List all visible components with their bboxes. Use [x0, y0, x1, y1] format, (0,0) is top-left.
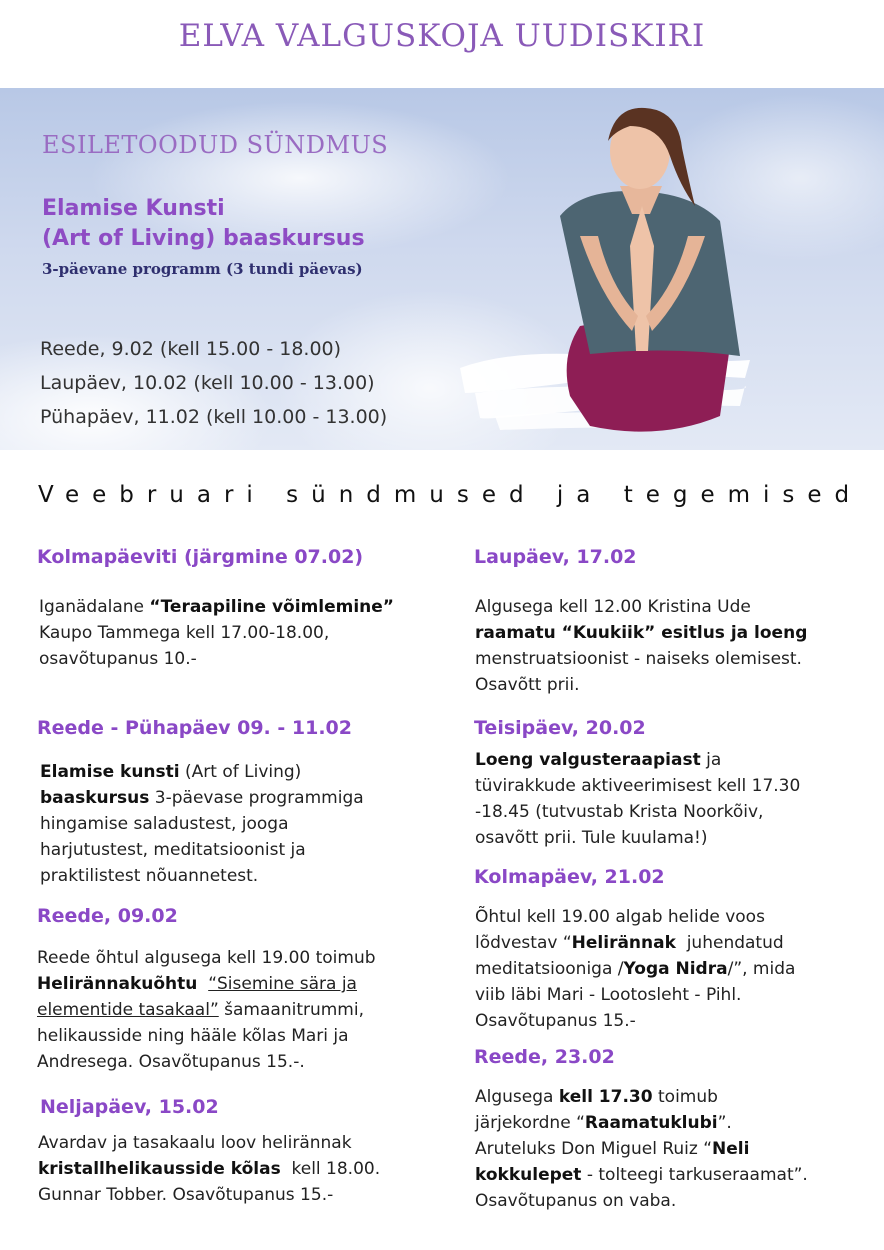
text: osavõtt prii. Tule kuulama!): [475, 828, 708, 848]
text: 3-päevase programmiga: [149, 788, 364, 808]
event-body: [39, 594, 459, 672]
event-name: Loeng valgusteraapiast: [475, 750, 701, 770]
text: Gunnar Tobber. Osavõtupanus 15.-: [38, 1185, 334, 1205]
book-title: kokkulepet: [475, 1165, 582, 1185]
event-weekly-gymnastics: [37, 546, 457, 669]
text: tüvirakkude aktiveerimisest kell 17.30: [475, 776, 801, 796]
featured-label: ESILETOODUD SÜNDMUS: [42, 131, 389, 159]
text: Aruteluks Don Miguel Ruiz “: [475, 1139, 713, 1159]
event-body: [475, 904, 875, 1034]
event-name: Helirännakuõhtu: [37, 974, 198, 994]
event-name: baaskursus: [40, 788, 150, 808]
date-item: Pühapäev, 11.02 (kell 10.00 - 13.00): [40, 406, 388, 428]
event-art-of-living: [37, 717, 457, 886]
event-name: Helirännak: [571, 933, 676, 953]
featured-course-title: [42, 194, 365, 254]
event-time: kell 17.30: [558, 1087, 653, 1107]
section-heading: Veebruari sündmused ja tegemised: [38, 482, 863, 508]
text: juhendatud: [675, 933, 784, 953]
newsletter-title: ELVA VALGUSKOJA UUDISKIRI: [178, 18, 706, 54]
text: ja: [700, 750, 722, 770]
event-heading: Reede, 23.02: [474, 1046, 615, 1068]
text: ”.: [717, 1113, 732, 1133]
text: toimub: [652, 1087, 718, 1107]
meditating-woman-photo: [520, 96, 770, 441]
event-name: raamatu “Kuukiik” esitlus ja loeng: [475, 623, 808, 643]
event-heading: Reede - Pühapäev 09. - 11.02: [37, 717, 352, 739]
event-name: kristallhelikausside kõlas: [38, 1159, 281, 1179]
featured-course-subtitle: 3-päevane programm (3 tundi päevas): [42, 260, 363, 278]
date-item: Laupäev, 10.02 (kell 10.00 - 13.00): [40, 372, 375, 394]
text: helikausside ning hääle kõlas Mari ja: [37, 1026, 349, 1046]
event-book-club: [474, 1046, 874, 1211]
event-heading: Teisipäev, 20.02: [474, 717, 646, 739]
text: Osavõtupanus on vaba.: [475, 1191, 677, 1211]
text: -18.45 (tutvustab Krista Noorkõiv,: [475, 802, 764, 822]
text: Kaupo Tammega kell 17.00-18.00,: [39, 623, 330, 643]
event-sound-journey-evening: [37, 905, 457, 1072]
text: Iganädalane: [39, 597, 150, 617]
event-name: Yoga Nidra: [623, 959, 728, 979]
text: järjekordne “: [475, 1113, 585, 1133]
text: viib läbi Mari - Lootosleht - Pihl.: [475, 985, 742, 1005]
course-title-line-1: Elamise Kunsti: [42, 196, 225, 221]
text: Andresega. Osavõtupanus 15.-.: [37, 1052, 305, 1072]
text: harjutustest, meditatsioonist ja: [40, 840, 306, 860]
event-body: [475, 747, 875, 851]
text: kell 18.00.: [280, 1159, 381, 1179]
text: praktilistest nõuannetest.: [40, 866, 259, 886]
event-body: [40, 759, 460, 889]
text: Osavõtt prii.: [475, 675, 580, 695]
text: meditatsiooniga /: [475, 959, 624, 979]
event-subtitle-link: “Sisemine sära ja: [208, 974, 357, 994]
event-heading: Neljapäev, 15.02: [40, 1096, 219, 1118]
text: Algusega kell 12.00 Kristina Ude: [475, 597, 751, 617]
featured-event-banner: [0, 88, 884, 450]
text: Osavõtupanus 15.-: [475, 1011, 636, 1031]
text: Algusega: [475, 1087, 559, 1107]
text: [197, 974, 208, 994]
text: osavõtupanus 10.-: [39, 649, 197, 669]
text: lõdvestav “: [475, 933, 572, 953]
event-light-therapy-lecture: [474, 717, 874, 848]
event-body: [475, 594, 875, 698]
event-body: [38, 1130, 458, 1208]
event-subtitle-link: elementide tasakaal”: [37, 1000, 219, 1020]
book-title: Neli: [712, 1139, 750, 1159]
featured-dates: [40, 332, 387, 434]
text: hingamise saladustest, jooga: [40, 814, 289, 834]
event-name: Raamatuklubi: [584, 1113, 718, 1133]
text: - tolteegi tarkuseraamat”.: [581, 1165, 808, 1185]
course-title-line-2: (Art of Living) baaskursus: [42, 226, 365, 251]
text: Avardav ja tasakaalu loov helirännak: [38, 1133, 352, 1153]
event-yoga-nidra: [474, 866, 874, 1031]
event-body: [475, 1084, 875, 1214]
text: Õhtul kell 19.00 algab helide voos: [475, 907, 765, 927]
date-item: Reede, 9.02 (kell 15.00 - 18.00): [40, 338, 342, 360]
event-name: “Teraapiline võimlemine”: [149, 597, 394, 617]
text: (Art of Living): [179, 762, 302, 782]
text: šamaanitrummi,: [218, 1000, 364, 1020]
event-heading: Kolmapäeviti (järgmine 07.02): [37, 546, 364, 568]
text: Reede õhtul algusega kell 19.00 toimub: [37, 948, 376, 968]
event-heading: Reede, 09.02: [37, 905, 178, 927]
event-name: Elamise kunsti: [40, 762, 180, 782]
event-heading: Kolmapäev, 21.02: [474, 866, 665, 888]
text: /”, mida: [727, 959, 796, 979]
event-crystal-bowls: [38, 1096, 460, 1205]
event-heading: Laupäev, 17.02: [474, 546, 637, 568]
event-book-presentation: [474, 546, 874, 695]
event-body: [37, 945, 457, 1075]
text: menstruatsioonist - naiseks olemisest.: [475, 649, 802, 669]
